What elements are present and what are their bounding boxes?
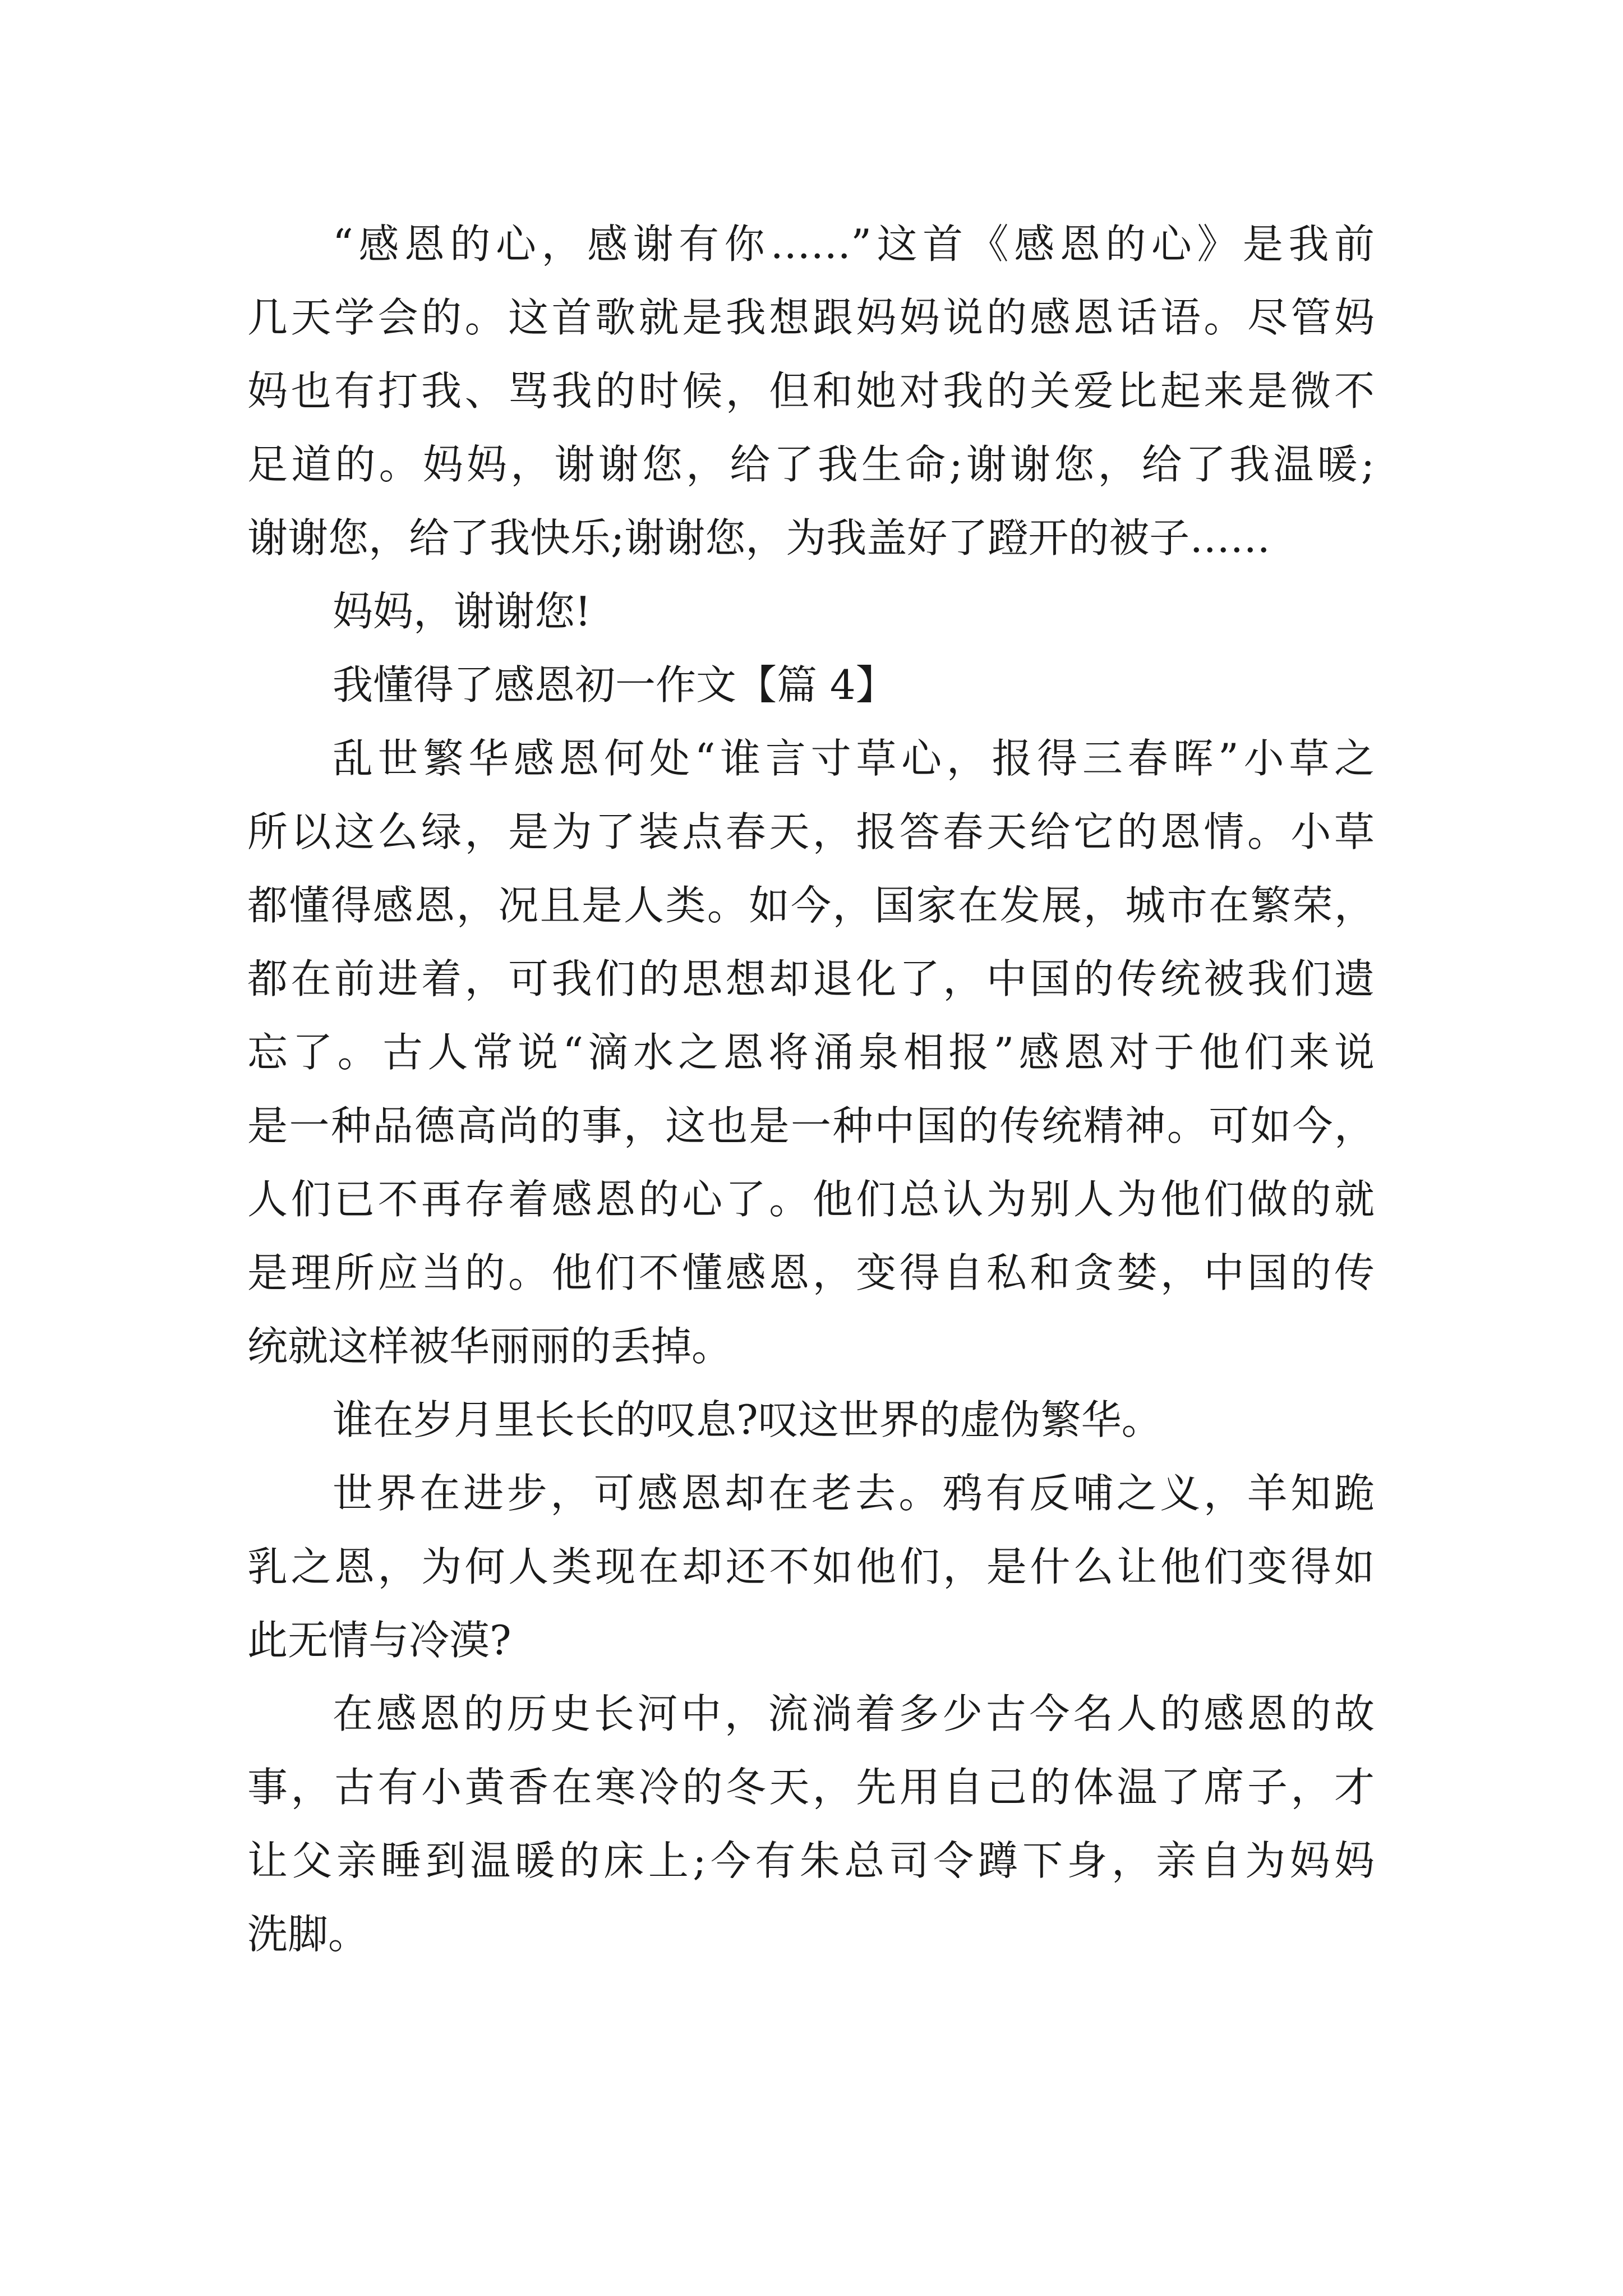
paragraph (247, 1677, 1375, 1971)
text-line: 忘了。古人常说“滴水之恩将涌泉相报”感恩对于他们来说 (247, 1029, 1375, 1076)
text-line: 谁在岁月里长长的叹息?叹这世界的虚伪繁华。 (333, 1396, 1162, 1443)
text-line: 统就这样被华丽丽的丢掉。 (247, 1323, 732, 1370)
text-line: 谢谢您，给了我快乐;谢谢您，为我盖好了蹬开的被子…… (247, 514, 1271, 562)
text-line: 乳之恩，为何人类现在却还不如他们，是什么让他们变得如 (247, 1543, 1375, 1590)
text-line: 世界在进步，可感恩却在老去。鸦有反哺之义，羊知跪 (333, 1470, 1375, 1517)
text-line: 足道的。妈妈，谢谢您，给了我生命;谢谢您，给了我温暖; (247, 441, 1375, 488)
paragraph (247, 575, 1375, 648)
text-line: 事，古有小黄香在寒冷的冬天，先用自己的体温了席子，才 (247, 1764, 1375, 1811)
text-line: 在感恩的历史长河中，流淌着多少古今名人的感恩的故 (333, 1690, 1375, 1737)
heading-text: 我懂得了感恩初一作文【篇 4】 (333, 661, 896, 708)
text-line: 几天学会的。这首歌就是我想跟妈妈说的感恩话语。尽管妈 (247, 294, 1375, 341)
text-line: “感恩的心，感谢有你……”这首《感恩的心》是我前 (333, 220, 1375, 268)
text-line: 此无情与冷漠? (247, 1617, 511, 1664)
text-line: 人们已不再存着感恩的心了。他们总认为别人为他们做的就 (247, 1176, 1375, 1223)
text-line: 是理所应当的。他们不懂感恩，变得自私和贪婪，中国的传 (247, 1249, 1375, 1296)
text-line: 让父亲睡到温暖的床上;今有朱总司令蹲下身，亲自为妈妈 (247, 1837, 1375, 1884)
section-heading (247, 648, 1375, 722)
paragraph (247, 1457, 1375, 1677)
text-line: 所以这么绿，是为了装点春天，报答春天给它的恩情。小草 (247, 808, 1375, 855)
text-line: 都在前进着，可我们的思想却退化了，中国的传统被我们遗 (247, 955, 1375, 1002)
document-body (247, 208, 1375, 1971)
paragraph (247, 722, 1375, 1383)
text-line: 洗脚。 (247, 1911, 369, 1958)
text-line: 妈也有打我、骂我的时候，但和她对我的关爱比起来是微不 (247, 367, 1375, 415)
paragraph (247, 1383, 1375, 1457)
text-line: 乱世繁华感恩何处“谁言寸草心，报得三春晖”小草之 (333, 735, 1375, 782)
text-line: 妈妈，谢谢您! (333, 588, 591, 635)
paragraph (247, 208, 1375, 575)
text-line: 都懂得感恩，况且是人类。如今，国家在发展，城市在繁荣， (247, 882, 1375, 929)
text-line: 是一种品德高尚的事，这也是一种中国的传统精神。可如今， (247, 1102, 1375, 1149)
